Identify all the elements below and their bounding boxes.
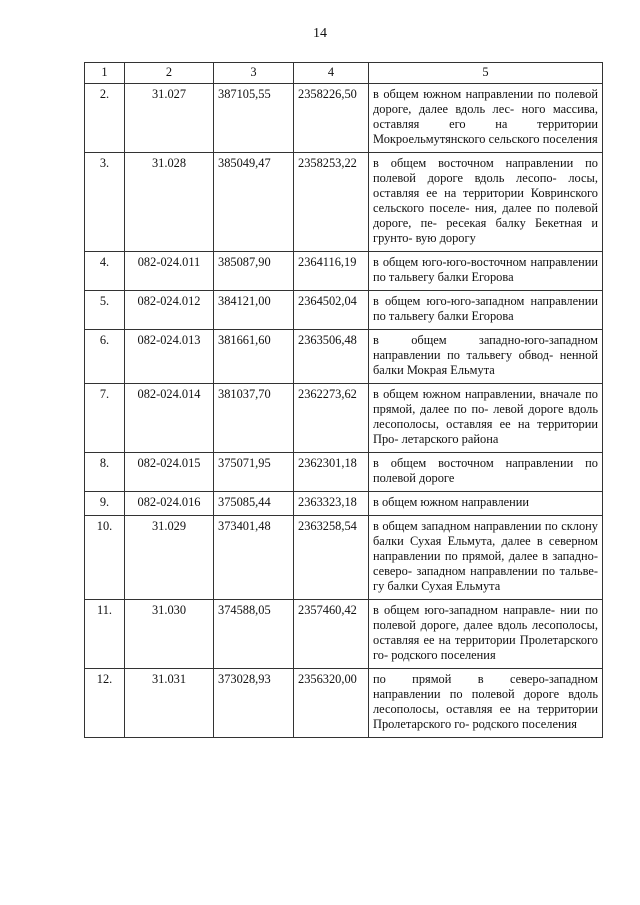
row-number-cell: 8. [85, 453, 125, 492]
description-cell [369, 516, 603, 600]
header-row [85, 63, 603, 84]
description-line: по прямой в северо-западном [373, 672, 598, 686]
y-coordinate-cell: 2364116,19 [294, 252, 369, 291]
description-cell [369, 252, 603, 291]
y-coordinate-cell: 2358226,50 [294, 84, 369, 153]
description-cell [369, 669, 603, 738]
row-number-cell: 10. [85, 516, 125, 600]
x-coordinate-cell: 381037,70 [214, 384, 294, 453]
description-line: западном направлении по тальве- [416, 564, 598, 578]
description-line: вую дорогу [415, 231, 476, 245]
point-id-cell: 31.027 [125, 84, 214, 153]
description-line: прямой, далее в западно-северо- [373, 549, 598, 578]
description-line: вдоль лесополосы, оставляя ее на [373, 687, 598, 716]
x-coordinate-cell: 387105,55 [214, 84, 294, 153]
header-col-5: 5 [369, 63, 603, 84]
description-line: в общем западном направлении [373, 519, 542, 533]
description-line: вдоль лесополосы, оставляя ее на [373, 618, 598, 647]
page-number: 14 [313, 26, 327, 41]
point-id-cell: 31.029 [125, 516, 214, 600]
table-row [85, 84, 603, 153]
description-line: сельского поселения [488, 132, 598, 146]
description-line: нии по полевой дороге, далее [373, 603, 599, 632]
row-number-cell: 7. [85, 384, 125, 453]
description-cell [369, 291, 603, 330]
point-id-cell: 31.031 [125, 669, 214, 738]
row-number-cell: 6. [85, 330, 125, 384]
table-header [85, 63, 603, 84]
header-col-3: 3 [214, 63, 294, 84]
x-coordinate-cell: 381661,60 [214, 330, 294, 384]
description-line: в общем юго-юго-западном [373, 294, 525, 308]
description-line: летарского района [401, 432, 499, 446]
description-line: направлении по полевой дороге [373, 687, 560, 701]
table-row [85, 669, 603, 738]
description-line: ненной балки Мокрая Ельмута [373, 348, 598, 377]
description-cell [369, 492, 603, 516]
row-number-cell: 4. [85, 252, 125, 291]
y-coordinate-cell: 2362301,18 [294, 453, 369, 492]
header-col-4: 4 [294, 63, 369, 84]
x-coordinate-cell: 373401,48 [214, 516, 294, 600]
description-line: в общем восточном направлении [373, 156, 574, 170]
description-line: далее в северном направлении по [373, 534, 598, 563]
description-line: гу балки Сухая Ельмута [373, 579, 501, 593]
row-number-cell: 12. [85, 669, 125, 738]
description-line: вначале по прямой, далее по по- [373, 387, 598, 416]
point-id-cell: 082-024.013 [125, 330, 214, 384]
description-line: левой дороге вдоль лесополосы, [373, 402, 598, 431]
x-coordinate-cell: 373028,93 [214, 669, 294, 738]
description-cell [369, 453, 603, 492]
y-coordinate-cell: 2363506,48 [294, 330, 369, 384]
header-col-2: 2 [125, 63, 214, 84]
description-line: в общем юго-юго-восточном [373, 255, 527, 269]
description-line: оставляя ее на территории Про- [373, 417, 598, 446]
table-row [85, 291, 603, 330]
table-row [85, 453, 603, 492]
table-row [85, 252, 603, 291]
table-body [85, 84, 603, 738]
description-line: полевой дороге, далее вдоль лес- [373, 87, 598, 116]
row-number-cell: 11. [85, 600, 125, 669]
description-line: Ковринского сельского поселе- [373, 186, 598, 215]
description-line: по полевой дороге [373, 456, 598, 485]
x-coordinate-cell: 384121,00 [214, 291, 294, 330]
description-line: в общем южном направлении по [373, 87, 551, 101]
row-number-cell: 3. [85, 153, 125, 252]
point-id-cell: 31.028 [125, 153, 214, 252]
description-line: Егорова [471, 270, 514, 284]
description-line: родского поселения [472, 717, 577, 731]
x-coordinate-cell: 385087,90 [214, 252, 294, 291]
boundary-table [84, 62, 603, 738]
y-coordinate-cell: 2363258,54 [294, 516, 369, 600]
description-cell [369, 600, 603, 669]
y-coordinate-cell: 2356320,00 [294, 669, 369, 738]
y-coordinate-cell: 2363323,18 [294, 492, 369, 516]
table-row [85, 330, 603, 384]
row-number-cell: 9. [85, 492, 125, 516]
description-line: по склону балки Сухая Ельмута, [373, 519, 598, 548]
description-line: в общем южном направлении [373, 495, 530, 509]
description-line: в общем южном направлении, [373, 387, 536, 401]
point-id-cell: 082-024.012 [125, 291, 214, 330]
description-line: в общем юго-западном направле- [373, 603, 555, 617]
x-coordinate-cell: 375071,95 [214, 453, 294, 492]
point-id-cell: 082-024.014 [125, 384, 214, 453]
description-line: направлении по тальвегу балки [373, 255, 598, 284]
description-line: направлении по тальвегу обвод- [373, 348, 554, 362]
x-coordinate-cell: 375085,44 [214, 492, 294, 516]
table-row [85, 153, 603, 252]
header-col-1: 1 [85, 63, 125, 84]
description-line: лосы, оставляя ее на территории [373, 171, 598, 200]
description-line: родского поселения [391, 648, 496, 662]
point-id-cell: 082-024.011 [125, 252, 214, 291]
description-line: по полевой дороге вдоль лесопо- [373, 156, 598, 185]
point-id-cell: 082-024.015 [125, 453, 214, 492]
table-row [85, 384, 603, 453]
point-id-cell: 082-024.016 [125, 492, 214, 516]
row-number-cell: 5. [85, 291, 125, 330]
y-coordinate-cell: 2364502,04 [294, 291, 369, 330]
row-number-cell: 2. [85, 84, 125, 153]
description-line: ресекая балку Бекетная и грунто- [373, 216, 598, 245]
y-coordinate-cell: 2357460,42 [294, 600, 369, 669]
point-id-cell: 31.030 [125, 600, 214, 669]
description-line: ного массива, оставляя его на [373, 102, 599, 131]
table-row [85, 600, 603, 669]
y-coordinate-cell: 2362273,62 [294, 384, 369, 453]
description-cell [369, 153, 603, 252]
description-line: территории Мокроельмутянского [373, 117, 598, 146]
description-cell [369, 84, 603, 153]
table-row [85, 516, 603, 600]
x-coordinate-cell: 374588,05 [214, 600, 294, 669]
table-row [85, 492, 603, 516]
description-line: направлении по тальвегу балки [373, 294, 598, 323]
description-line: ния, далее по полевой дороге, пе- [373, 201, 598, 230]
y-coordinate-cell: 2358253,22 [294, 153, 369, 252]
description-line: в общем западно-юго-западном [373, 333, 598, 347]
description-cell [369, 330, 603, 384]
description-line: территории Пролетарского го- [373, 702, 598, 731]
description-line: территории Пролетарского го- [373, 633, 598, 662]
x-coordinate-cell: 385049,47 [214, 153, 294, 252]
description-line: Егорова [471, 309, 514, 323]
description-cell [369, 384, 603, 453]
description-line: в общем восточном направлении [373, 456, 574, 470]
